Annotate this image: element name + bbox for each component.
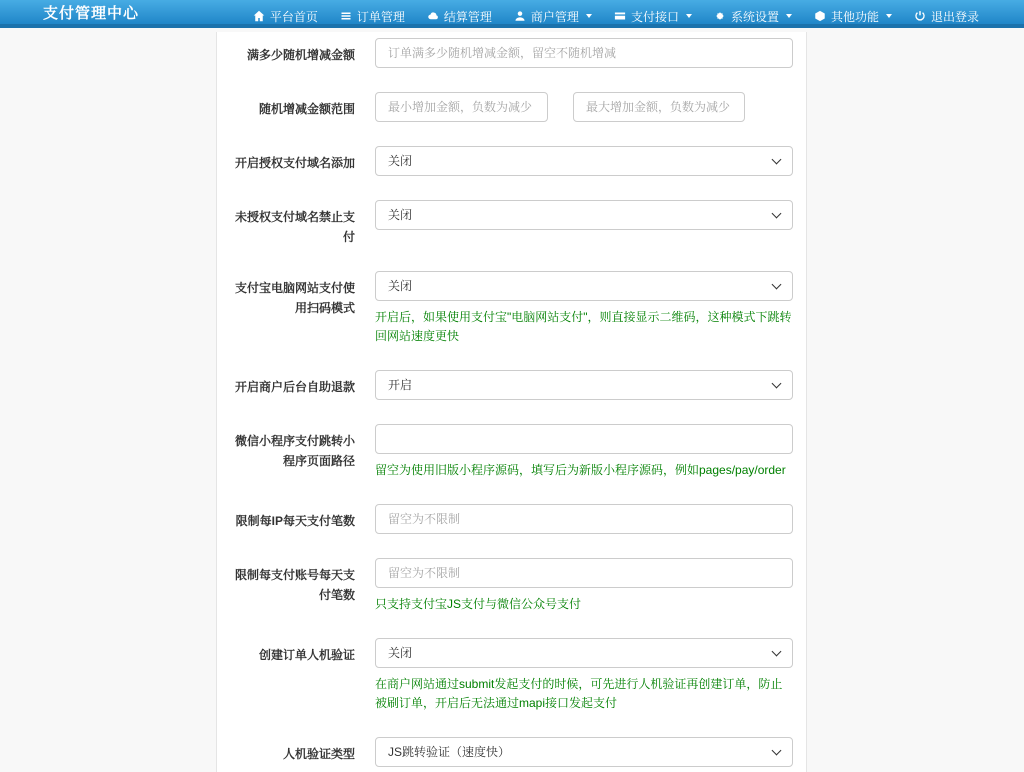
input-account-daily-pay-limit[interactable]	[375, 558, 793, 588]
form-group-random-amount-threshold	[229, 38, 806, 68]
nav-item-label: 系统设置	[730, 9, 779, 24]
top-navbar	[0, 0, 1024, 28]
field-label-merchant-self-refund: 开启商户后台自助退款	[234, 380, 355, 394]
select-wrap	[375, 638, 793, 668]
form-group-wxmini-jump-path	[229, 424, 806, 480]
input-random-amount-threshold[interactable]	[375, 38, 793, 68]
select-create-order-captcha[interactable]	[375, 638, 793, 668]
field-controls	[375, 638, 793, 713]
select-captcha-type[interactable]	[375, 737, 793, 767]
field-label-create-order-captcha: 创建订单人机验证	[258, 648, 355, 662]
list-icon	[340, 10, 352, 22]
input-ip-daily-pay-limit[interactable]	[375, 504, 793, 534]
nav-item-label: 平台首页	[269, 9, 318, 24]
form-group-auth-pay-domain-add	[229, 146, 806, 176]
nav-item-label: 退出登录	[930, 9, 979, 24]
caret-down-icon	[886, 14, 892, 18]
form-group-merchant-self-refund	[229, 370, 806, 400]
select-wrap	[375, 737, 793, 767]
field-help-text: 只支持支付宝JS支付与微信公众号支付	[375, 597, 582, 611]
settings-form-panel	[216, 32, 807, 772]
field-label-ip-daily-pay-limit: 限制每IP每天支付笔数	[235, 514, 355, 528]
home-icon	[253, 10, 265, 22]
field-controls	[375, 92, 793, 122]
field-label-unauth-domain-block-pay: 未授权支付域名禁止支付	[234, 210, 355, 244]
select-auth-pay-domain-add[interactable]	[375, 146, 793, 176]
field-controls	[375, 38, 793, 68]
field-label-auth-pay-domain-add: 开启授权支付域名添加	[234, 156, 355, 170]
gear-icon	[714, 10, 726, 22]
form-group-random-amount-range	[229, 92, 806, 122]
caret-down-icon	[786, 14, 792, 18]
field-help-text: 开启后，如果使用支付宝"电脑网站支付"，则直接显示二维码，这种模式下跳转回网站速度更快	[375, 310, 792, 343]
nav-item-label: 结算管理	[443, 9, 492, 24]
field-controls	[375, 146, 793, 176]
form-group-account-daily-pay-limit	[229, 558, 806, 614]
field-label-account-daily-pay-limit: 限制每支付账号每天支付笔数	[234, 568, 355, 602]
select-wrap	[375, 146, 793, 176]
caret-down-icon	[586, 14, 592, 18]
field-label-captcha-type: 人机验证类型	[282, 747, 355, 761]
input-wxmini-jump-path[interactable]	[375, 424, 793, 454]
field-controls	[375, 504, 793, 534]
select-wrap	[375, 200, 793, 230]
nav-item-label: 订单管理	[356, 9, 405, 24]
input-random-amount-range-2[interactable]	[573, 92, 745, 122]
field-label-wxmini-jump-path: 微信小程序支付跳转小程序页面路径	[234, 434, 355, 468]
form-group-unauth-domain-block-pay	[229, 200, 806, 247]
field-controls	[375, 200, 793, 247]
form-group-alipay-pc-qrcode-mode	[229, 271, 806, 346]
select-wrap	[375, 271, 793, 301]
field-controls	[375, 558, 793, 614]
form-group-ip-daily-pay-limit	[229, 504, 806, 534]
field-label-random-amount-range: 随机增减金额范围	[258, 102, 355, 116]
select-merchant-self-refund[interactable]	[375, 370, 793, 400]
field-controls	[375, 424, 793, 480]
user-icon	[514, 10, 526, 22]
nav-item-label: 商户管理	[530, 9, 579, 24]
field-help-text: 留空为使用旧版小程序源码，填写后为新版小程序源码，例如pages/pay/order	[375, 463, 786, 477]
select-wrap	[375, 370, 793, 400]
system-settings-form	[229, 38, 806, 767]
nav-item-label: 支付接口	[630, 9, 679, 24]
field-controls	[375, 737, 793, 767]
field-controls	[375, 271, 793, 346]
nav-item-label: 其他功能	[830, 9, 879, 24]
select-alipay-pc-qrcode-mode[interactable]	[375, 271, 793, 301]
app-title: 支付管理中心	[43, 5, 140, 22]
field-label-alipay-pc-qrcode-mode: 支付宝电脑网站支付使用扫码模式	[234, 281, 355, 315]
cloud-icon	[427, 10, 439, 22]
power-icon	[914, 10, 926, 22]
field-help-text: 在商户网站通过submit发起支付的时候，可先进行人机验证再创建订单，防止被刷订单，开启后无法通过mapi接口发起支付	[375, 677, 783, 710]
form-group-create-order-captcha	[229, 638, 806, 713]
field-label-random-amount-threshold: 满多少随机增减金额	[246, 48, 355, 62]
input-random-amount-range-1[interactable]	[375, 92, 548, 122]
credit-card-icon	[614, 10, 626, 22]
form-group-captcha-type	[229, 737, 806, 767]
cube-icon	[814, 10, 826, 22]
caret-down-icon	[686, 14, 692, 18]
field-controls	[375, 370, 793, 400]
select-unauth-domain-block-pay[interactable]	[375, 200, 793, 230]
